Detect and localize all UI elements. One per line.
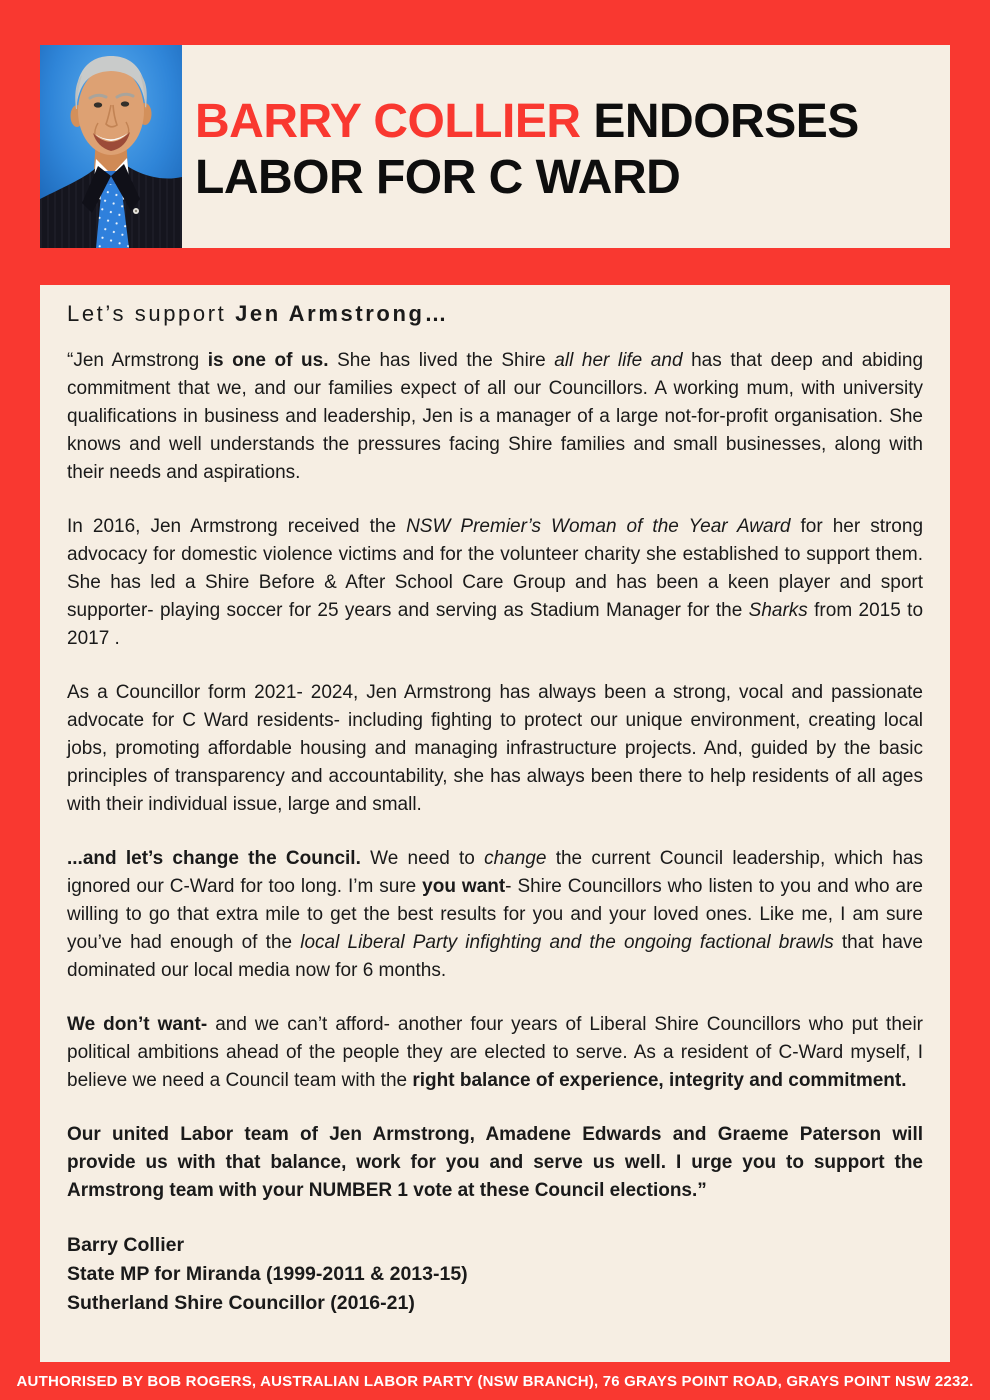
authorisation-bar [0,1362,990,1400]
text-run: local Liberal Party infighting and the ongoing factional brawls [300,932,842,953]
text-run: Sharks [748,600,815,621]
lead-heading [67,300,923,327]
letter-paragraph-3 [67,679,923,819]
text-run: In 2016, Jen Armstrong received the [67,516,407,537]
headline-line-1 [195,94,859,150]
text-run: We need to [370,848,485,869]
text-run: for her strong advocacy for domestic violence victims and for the volunteer charity she established to support them. She has led a Shire Before & After School Care Group and has been a keen player and sport supporter- playing soccer for 25 years and serving as Stadium Manager for the [67,516,924,621]
signature-line: Barry Collier [67,1234,185,1256]
text-run: As a Councillor form 2021- 2024, Jen Armstrong has always been a strong, vocal and passionate advocate for C Ward residents- including fighting to protect our unique environment, creating local jobs, promoting affordable housing and managing infrastructure projects. And, guided by the basic principles of transparency and accountability, she has always been there to help residents of all ages with their individual issue, large and small. [67,682,923,815]
headline [182,45,859,248]
text-run: right balance of experience, integrity and commitment. [412,1070,907,1091]
portrait-illustration [40,45,182,248]
text-run: Jen Armstrong… [235,301,450,326]
text-run: the current Council leadership, which has ignored our C-Ward for too long. I’m sure [67,848,923,897]
text-run: She has lived the Shire [337,350,555,371]
letter-paragraph-1 [67,347,923,487]
signature-line: State MP for Miranda (1999-2011 & 2013-15) [67,1263,468,1285]
authorisation-text: AUTHORISED BY BOB ROGERS, AUSTRALIAN LABOR PARTY (NSW BRANCH), 76 GRAYS POINT ROAD, GRAYS POINT NSW 2232. [16,1372,974,1390]
headline-line-2: LABOR FOR C WARD [195,151,681,204]
text-run: has that deep and abiding commitment that we, and our families expect of all our Councillors. A working mum, with university qualifications in business and leadership, Jen is a manager of a large not-for-profit organisation. She knows and well understands the pressures facing Shire families and small businesses, along with their needs and aspirations. [67,350,924,483]
text-run: from 2015 to 2017 . [67,600,924,649]
barry-collier-photo [40,45,182,248]
text-run: ...and let’s change the Council. [67,848,371,869]
text-run: you want [422,876,506,897]
headline-endorses: ENDORSES [593,95,859,148]
text-run: We don’t want- [67,1014,216,1035]
text-run: change [484,848,556,869]
letter-panel [40,285,950,1362]
text-run: that have dominated our local media now for 6 months. [67,932,923,981]
headline-barry-collier: BARRY COLLIER [195,95,594,148]
text-run: is one of us. [207,350,338,371]
text-run: and we can’t afford- another four years of Liberal Shire Councillors who put their political ambitions ahead of the people they are elected to serve. As a resident of C-Ward myself, I believe we need a Council team with the [67,1014,924,1091]
text-run: Our united Labor team of Jen Armstrong, Amadene Edwards and Graeme Paterson will provide us with that balance, work for you and serve us well. I urge you to support the Armstrong team with your NUMBER 1 vote at these Council elections.” [67,1124,923,1201]
letter-paragraph-5 [67,1011,923,1095]
letter-paragraph-6 [67,1121,923,1205]
letter-paragraph-4 [67,845,923,985]
text-run: NSW Premier’s Woman of the Year Award [406,516,801,537]
letter-paragraph-2 [67,513,923,653]
signature-block [67,1231,923,1318]
header-banner [40,45,950,248]
text-run: “Jen Armstrong [67,350,208,371]
text-run: Let’s support [67,301,236,326]
signature-line: Sutherland Shire Councillor (2016-21) [67,1292,415,1314]
text-run: - Shire Councillors who listen to you and who are willing to go that extra mile to get the best results for you and your loved ones. Like me, I am sure you’ve had enough of the [67,876,923,953]
text-run: all her life and [554,350,692,371]
